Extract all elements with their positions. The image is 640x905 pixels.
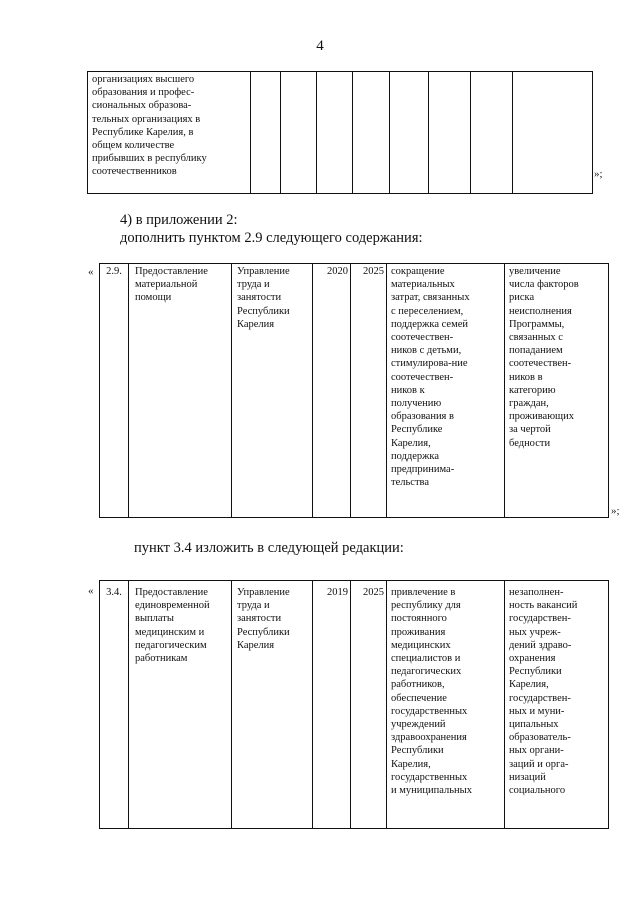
row29-number: 2.9.	[100, 264, 129, 518]
row29-risk: увеличение числа факторов риска неисполнения Программы, связанных с попаданием соотечествен- ников в категорию граждан, проживающих за чертой бедности	[505, 264, 609, 518]
top-table-empty-cell	[471, 72, 513, 194]
row29-name: Предоставление материальной помощи	[129, 264, 232, 518]
top-table-closing-quote: »;	[594, 168, 603, 180]
row29-start-year: 2020	[313, 264, 351, 518]
top-table-empty-cell	[281, 72, 317, 194]
row29-table	[99, 263, 609, 518]
top-table-empty-cell	[513, 72, 593, 194]
page-number: 4	[316, 38, 324, 54]
top-table-empty-cell	[429, 72, 471, 194]
top-table-empty-cell	[390, 72, 429, 194]
row34-start-year: 2019	[313, 581, 351, 829]
row29-open-quote: «	[88, 266, 94, 278]
row29-executor: Управление труда и занятости Республики Карелия	[232, 264, 313, 518]
row29-result: сокращение материальных затрат, связанных с переселением, поддержка семей соотечествен- ников с детьми, стимулирова-ние соотечествен- ников к получению образования в Республике Карелия, поддержка предпринима- тельства	[387, 264, 505, 518]
row29-end-year: 2025	[351, 264, 387, 518]
row34-risk: незаполнен- ность вакансий государствен- ных учреж- дений здраво- охранения Республики Карелия, государствен- ных и муни- ципальных образователь- ных органи- заций и орга- низаций социального	[505, 581, 609, 829]
item4-line2: дополнить пунктом 2.9 следующего содержания:	[120, 230, 423, 246]
top-table	[87, 71, 593, 194]
row34-name: Предоставление единовременной выплаты медицинским и педагогическим работникам	[129, 581, 232, 829]
row34-executor: Управление труда и занятости Республики Карелия	[232, 581, 313, 829]
top-table-empty-cell	[353, 72, 390, 194]
row34-number: 3.4.	[100, 581, 129, 829]
top-table-text-cell: организациях высшего образования и профес- сиональных образова- тельных организациях в Республике Карелия, в общем количестве прибывших в республику соотечественников	[88, 72, 251, 194]
row34-open-quote: «	[88, 585, 94, 597]
top-table-empty-cell	[251, 72, 281, 194]
row34-table	[99, 580, 609, 829]
row29-closing-quote: »;	[611, 505, 620, 517]
row34-end-year: 2025	[351, 581, 387, 829]
top-table-empty-cell	[317, 72, 353, 194]
row34-result: привлечение в республику для постоянного проживания медицинских специалистов и педагогических работников, обеспечение государственных учреждений здравоохранения Республики Карелия, государственных и муниципальных	[387, 581, 505, 829]
item34-line: пункт 3.4 изложить в следующей редакции:	[134, 540, 404, 556]
item4-line1: 4) в приложении 2:	[120, 212, 238, 228]
